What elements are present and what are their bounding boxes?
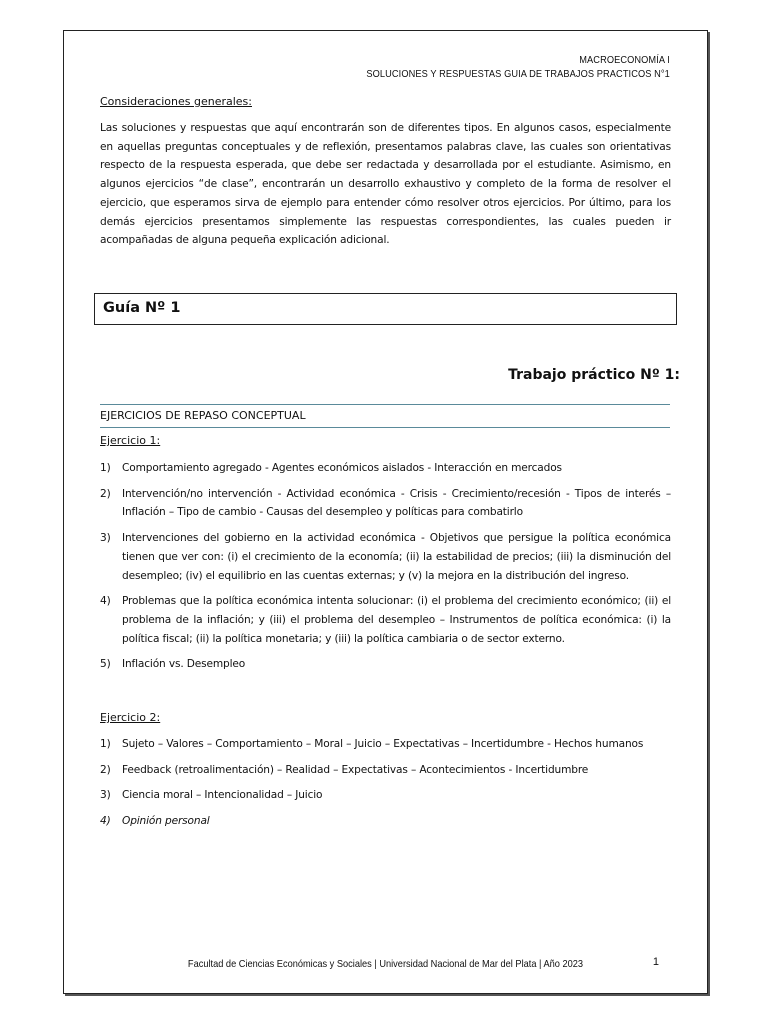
item-number: 2)	[100, 487, 111, 500]
list-item	[100, 485, 671, 522]
list-item	[100, 459, 671, 478]
item-number: 4)	[100, 595, 111, 608]
list-item	[100, 812, 671, 831]
item-text: Inflación vs. Desempleo	[122, 658, 246, 671]
item-text: Ciencia moral – Intencionalidad – Juicio	[122, 789, 323, 802]
list-item	[100, 761, 671, 780]
item-text: Intervenciones del gobierno en la actividad económica - Objetivos que persigue la política económica tienen que ver con: (i) el crecimiento de la economía; (ii) la estabilidad de precios; (iii) la disminución del desempleo; (iv) el equilibrio en las cuentas externas; y (v) la mejora en la distribución del ingreso.	[122, 532, 671, 582]
list-item	[100, 529, 671, 585]
item-number: 5)	[100, 658, 111, 671]
ejercicio-2-list	[100, 735, 671, 831]
item-text: Intervención/no intervención - Actividad económica - Crisis - Crecimiento/recesión - Tipos de interés – Inflación – Tipo de cambio - Causas del desempleo y políticas para combatirlo	[122, 487, 671, 519]
item-text: Feedback (retroalimentación) – Realidad – Expectativas – Acontecimientos - Incertidumbre	[122, 763, 589, 776]
header-subtitle: SOLUCIONES Y RESPUESTAS GUIA DE TRABAJOS PRACTICOS N°1	[366, 68, 670, 80]
guia-title: Guía Nº 1	[103, 300, 181, 316]
ejercicio-1-title: Ejercicio 1:	[100, 434, 161, 447]
list-item	[100, 655, 671, 674]
item-text: Sujeto – Valores – Comportamiento – Moral – Juicio – Expectativas – Incertidumbre - Hechos humanos	[122, 738, 644, 750]
item-number: 3)	[100, 532, 111, 545]
item-text: Comportamiento agregado - Agentes económicos aislados - Interacción en mercados	[122, 462, 562, 474]
item-number: 3)	[100, 789, 111, 802]
list-item	[100, 592, 671, 648]
section-title: EJERCICIOS DE REPASO CONCEPTUAL	[100, 409, 306, 422]
section-heading	[100, 404, 670, 428]
item-text: Problemas que la política económica intenta solucionar: (i) el problema del crecimiento económico; (ii) el problema de la inflación; y (iii) el problema del desempleo – Instrumentos de política económica: (i) la política fiscal; (ii) la política monetaria; y (iii) la política cambiaria o de sector externo.	[122, 595, 671, 645]
trabajo-practico-title: Trabajo práctico Nº 1:	[508, 367, 680, 383]
page-number: 1	[652, 956, 659, 968]
item-number: 4)	[100, 815, 111, 828]
page-header	[366, 53, 670, 81]
considerations-body: Las soluciones y respuestas que aquí encontrarán son de diferentes tipos. En algunos casos, especialmente en aquellas preguntas conceptuales y de reflexión, presentamos palabras clave, las cuales son orientativas respecto de la respuesta esperada, que debe ser redactada y desarrollada por el estudiante. Asimismo, en algunos ejercicios “de clase”, encontrarán un desarrollo exhaustivo y completo de la forma de resolver el ejercicio, que esperamos sirva de ejemplo para entender cómo resolver otros ejercicios. Por último, para los demás ejercicios presentamos simplemente las respuestas correspondientes, las cuales pueden ir acompañadas de alguna pequeña explicación adicional.	[100, 122, 671, 247]
page-footer: Facultad de Ciencias Económicas y Sociales | Universidad Nacional de Mar del Plata | Año 2023	[187, 958, 584, 970]
list-item	[100, 735, 671, 754]
item-number: 2)	[100, 763, 111, 776]
header-course: MACROECONOMÍA I	[579, 54, 670, 66]
considerations-title: Consideraciones generales:	[100, 95, 252, 108]
document-page	[63, 30, 708, 994]
item-text: Opinión personal	[122, 815, 210, 828]
guia-heading-box	[94, 293, 677, 325]
item-number: 1)	[100, 462, 111, 474]
ejercicio-2-title: Ejercicio 2:	[100, 711, 161, 724]
item-number: 1)	[100, 738, 111, 750]
ejercicio-1-list	[100, 459, 671, 674]
list-item	[100, 786, 671, 805]
